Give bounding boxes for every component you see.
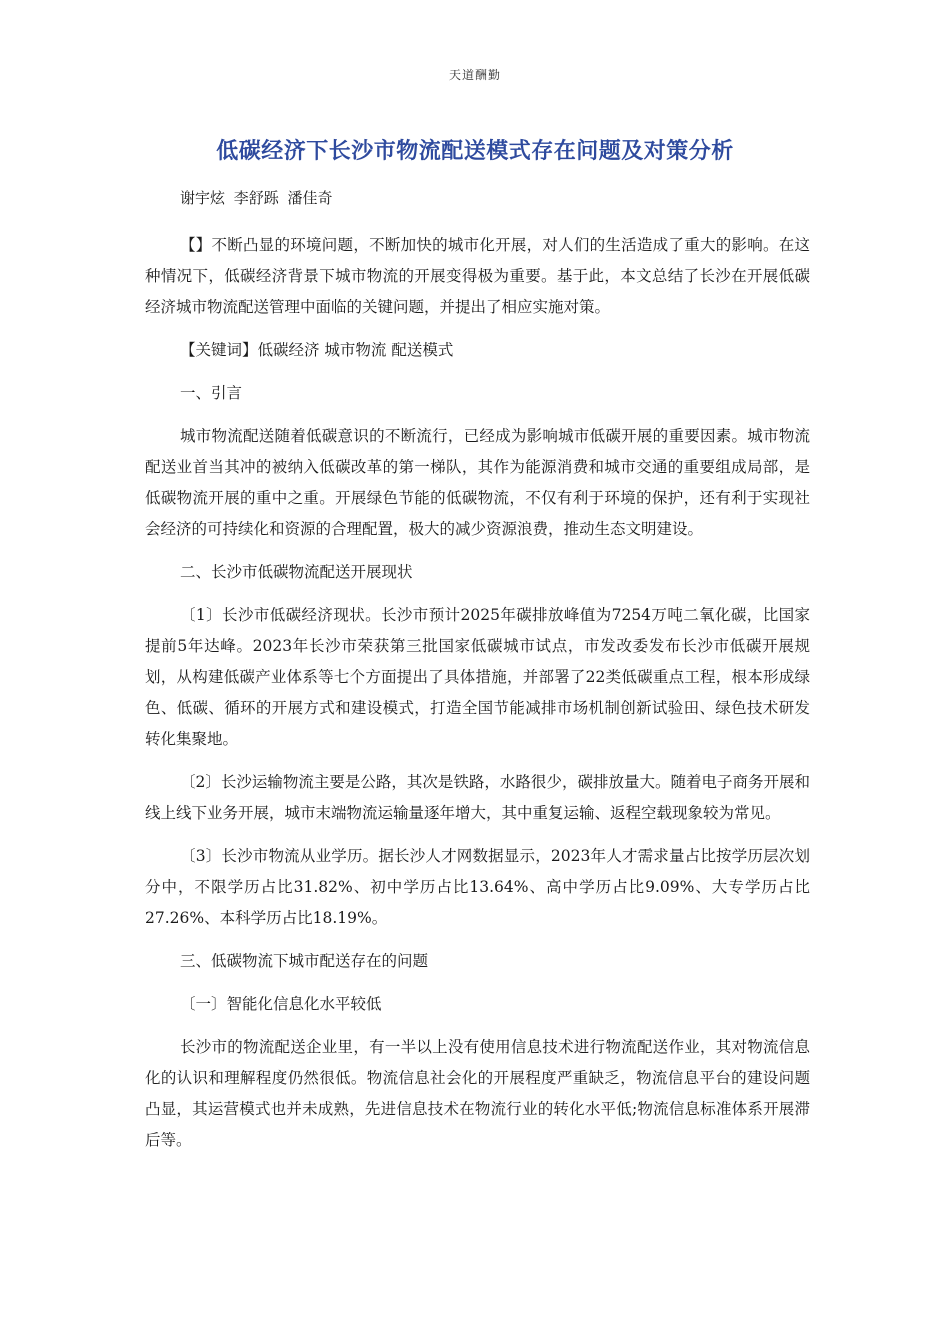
section-heading-introduction: 一、引言: [180, 384, 243, 402]
document-title: 低碳经济下长沙市物流配送模式存在问题及对策分析: [216, 139, 734, 164]
paragraph-informatization: 长沙市的物流配送企业里，有一半以上没有使用信息技术进行物流配送作业，其对物流信息化的认识和理解程度仍然很低。物流信息社会化的开展程度严重缺乏，物流信息平台的建设问题凸显，其运营模式也并未成熟，先进信息技术在物流行业的转化水平低;物流信息标准体系开展滞后等。: [145, 1038, 810, 1149]
page-header: 天道酬勤: [448, 68, 501, 82]
section-heading-status: 二、长沙市低碳物流配送开展现状: [180, 563, 413, 581]
paragraph-status-1: 〔1〕长沙市低碳经济现状。长沙市预计2025年碳排放峰值为7254万吨二氧化碳，比国家提前5年达峰。2023年长沙市荣获第三批国家低碳城市试点，市发改委发布长沙市低碳开展规划，从构建低碳产业体系等七个方面提出了具体措施，并部署了22类低碳重点工程，根本形成绿色、低碳、循环的开展方式和建设模式，打造全国节能减排市场机制创新试验田、绿色技术研发转化集聚地。: [145, 606, 810, 748]
paragraph-status-2: 〔2〕长沙运输物流主要是公路，其次是铁路，水路很少，碳排放量大。随着电子商务开展和线上线下业务开展，城市末端物流运输量逐年增大，其中重复运输、返程空载现象较为常见。: [145, 773, 810, 822]
paragraph-status-3: 〔3〕长沙市物流从业学历。据长沙人才网数据显示，2023年人才需求量占比按学历层次划分中，不限学历占比31.82%、初中学历占比13.64%、高中学历占比9.09%、大专学历占比27.26%、本科学历占比18.19%。: [145, 847, 810, 927]
keywords: 【关键词】低碳经济 城市物流 配送模式: [180, 341, 454, 359]
document-body: [145, 184, 810, 1168]
abstract: 【】不断凸显的环境问题，不断加快的城市化开展，对人们的生活造成了重大的影响。在这种情况下，低碳经济背景下城市物流的开展变得极为重要。基于此，本文总结了长沙在开展低碳经济城市物流配送管理中面临的关键问题，并提出了相应实施对策。: [145, 236, 810, 316]
authors: 谢宇炫 李舒跞 潘佳奇: [180, 189, 333, 207]
paragraph-introduction: 城市物流配送随着低碳意识的不断流行，已经成为影响城市低碳开展的重要因素。城市物流配送业首当其冲的被纳入低碳改革的第一梯队，其作为能源消费和城市交通的重要组成局部，是低碳物流开展的重中之重。开展绿色节能的低碳物流，不仅有利于环境的保护，还有利于实现社会经济的可持续化和资源的合理配置，极大的减少资源浪费，推动生态文明建设。: [145, 427, 810, 538]
subsection-heading-informatization: 〔一〕智能化信息化水平较低: [180, 995, 382, 1013]
section-heading-problems: 三、低碳物流下城市配送存在的问题: [180, 952, 429, 970]
